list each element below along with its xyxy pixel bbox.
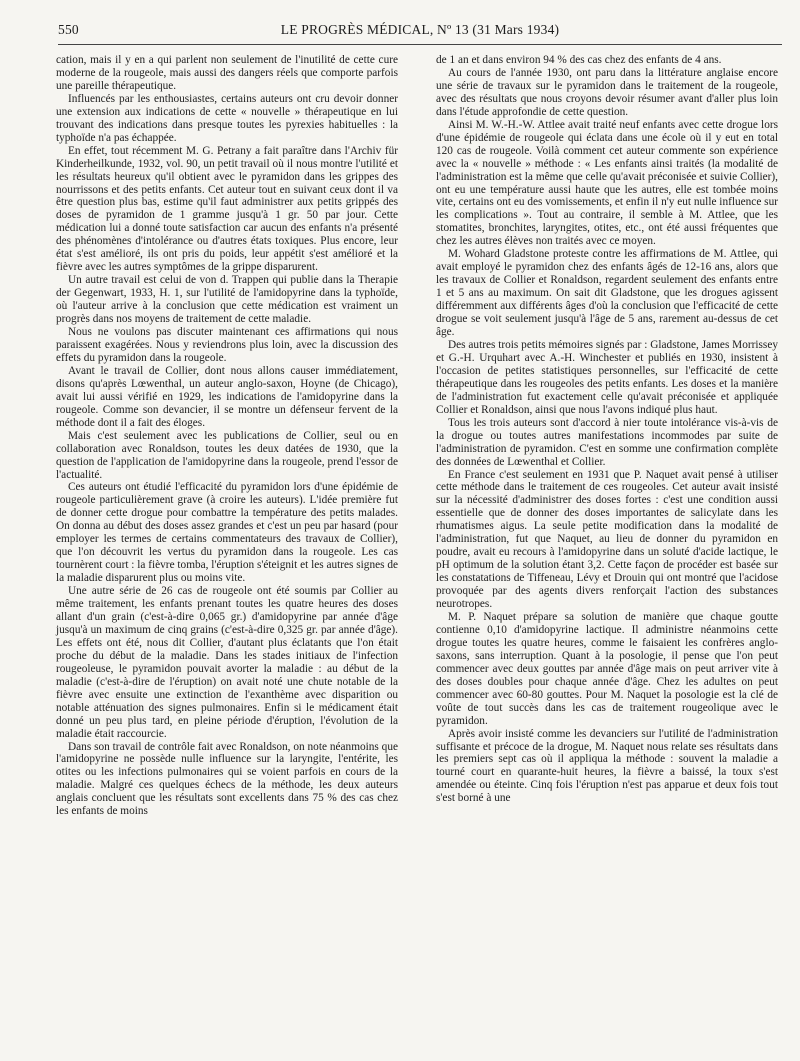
- paragraph: Nous ne voulons pas discuter maintenant ces affirmations qui nous paraissent exagérées. Nous y reviendrons plus loin, avec la discussion des effets du pyramidon dans la rougeole.: [56, 326, 398, 364]
- paragraph: Une autre série de 26 cas de rougeole ont été soumis par Collier au même traitement, les enfants prenant toutes les quatre heures des doses allant d'un grain (c'est-à-dire 0,065 gr.) d'amidopyrine par année d'âge jusqu'à un maximum de cinq grains (c'est-à-dire 0,325 gr. par année d'âge). Les effets ont été, nous dit Collier, d'autant plus éclatants que l'on était proche du début de la maladie. Dans les stades initiaux de l'infection rougeoleuse, le pyramidon pouvait avorter la maladie : au début de la maladie (c'est-à-dire de l'éruption) on avait noté une chute notable de la fièvre avec ensuite une extinction de l'exanthème avec disparition ou notable atténuation des signes pulmonaires. Enfin si le médicament était donné un peu plus tard, en pleine période d'éruption, l'évolution de la maladie était raccourcie.: [56, 585, 398, 740]
- paragraph: Dans son travail de contrôle fait avec Ronaldson, on note néanmoins que l'amidopyrine ne possède nulle influence sur la laryngite, l'entérite, les otites ou les infections pulmonaires qui se voient parfois en cours de la maladie. Malgré ces quelques échecs de la méthode, les deux auteurs anglais concluent que les résultats sont excellents dans 75 % des cas chez les enfants de moins: [56, 740, 398, 818]
- right-column: [436, 54, 778, 805]
- page-number: 550: [58, 22, 79, 37]
- left-column: [56, 54, 398, 818]
- paragraph: Des autres trois petits mémoires signés par : Gladstone, James Morrissey et G.-H. Urquhart avec A.-H. Winchester et publiés en 1930, insistent à l'occasion de petites statistiques personnelles, sur l'efficacité de cette thérapeutique dans les rougeoles des petits enfants. Les doses et la manière de l'administration fut exactement celle qu'avait préconisée et appliquée Collier et Ronaldson, ainsi que nous l'avons indiqué plus haut.: [436, 338, 778, 416]
- paragraph: En effet, tout récemment M. G. Petrany a fait paraître dans l'Archiv für Kinderheilkunde, 1932, vol. 90, un petit travail où il nous montre l'utilité et les résultats heureux qu'il obtient avec le pyramidon dans les grippes des nourrissons et des petits enfants. Cet auteur tout en suivant ceux dont il va être question plus bas, estime qu'il faut administrer aux petits grippés des doses de pyramidon de 1 gramme jusqu'à 1 gr. 50 par jour. Cette médication lui a donné toute satisfaction car aucun des enfants n'a présenté des phénomènes d'intolérance ou d'autres états toxiques. Plus encore, leur état s'est amélioré, ils ont pris du poids, leur appétit s'est amélioré et la fièvre avec les autres symptômes de la grippe disparurent.: [56, 144, 398, 274]
- page-header: [58, 20, 782, 45]
- paragraph: Ainsi M. W.-H.-W. Attlee avait traité neuf enfants avec cette drogue lors d'une épidémie de rougeole qui éclata dans une école où il y eut en total 120 cas de rougeole. Voilà comment cet auteur commente son expérience avec la « nouvelle » méthode : « Les enfants ainsi traités (la modalité de l'administration est la même que celle qu'avait préconisée et suivie Collier), ont eu une température aussi haute que les autres, elle est tombée moins vite, certains ont eu des vomissements, et enfin il n'y eut nulle influence sur les complications ». Tout au contraire, il semble à M. Attlee, que les stomatites, bronchites, laryngites, otites, etc., ont été aussi fréquentes que chez les autres élèves non traités avec ce moyen.: [436, 118, 778, 248]
- paragraph: de 1 an et dans environ 94 % des cas chez des enfants de 4 ans.: [436, 54, 722, 66]
- running-title: LE PROGRÈS MÉDICAL, Nº 13 (31 Mars 1934): [280, 22, 560, 37]
- paragraph: Un autre travail est celui de von d. Trappen qui publie dans la Therapie der Gegenwart, 1933, H. 1, sur l'utilité de l'amidopyrine dans la typhoïde, où l'auteur arrive à la conclusion que cette médication est vraiment un progrès dans nos moyens de traitement de cette maladie.: [56, 274, 398, 326]
- paragraph: Au cours de l'année 1930, ont paru dans la littérature anglaise encore une série de travaux sur le pyramidon dans le traitement de la rougeole, avec des résultats que nous croyons devoir résumer avant d'aller plus loin dans l'étude approfondie de cette question.: [436, 66, 778, 118]
- paragraph: Avant le travail de Collier, dont nous allons causer immédiatement, disons qu'après Lœwenthal, un auteur anglo-saxon, Hoyne (de Chicago), avait lui aussi vérifié en 1929, les indications de l'amidopyrine dans la rougeole. Comme son devancier, il se montre un défenseur fervent de la méthode dont il a fait des éloges.: [56, 364, 398, 429]
- paragraph: Après avoir insisté comme les devanciers sur l'utilité de l'administration suffisante et précoce de la drogue, M. Naquet nous relate ses résultats dans les premiers sept cas où il appliqua la méthode : souvent la maladie a tourné court en quarante-huit heures, la fièvre a baissé, la toux s'est amendée ou éteinte. Cinq fois l'éruption n'est pas apparue et deux fois tout s'est borné à une: [436, 727, 778, 805]
- paragraph: cation, mais il y en a qui parlent non seulement de l'inutilité de cette cure moderne de la rougeole, mais aussi des dangers réels que comporte parfois une pareille thérapeutique.: [56, 54, 398, 92]
- paragraph: Influencés par les enthousiastes, certains auteurs ont cru devoir donner une extension aux indications de cette « nouvelle » thérapeutique en lui trouvant des indications dans presque toutes les pyrexies habituelles : la typhoïde n'a pas échappée.: [56, 92, 398, 144]
- paragraph: M. P. Naquet prépare sa solution de manière que chaque goutte contienne 0,10 d'amidopyrine lactique. Il administre néanmoins cette drogue toutes les quatre heures, comme le faisaient les confrères anglo-saxons, sans interruption. Quant à la posologie, il pense que l'on peut commencer avec deux gouttes par année d'âge mais on peut arriver vite à des doses doubles pour chaque année d'âge. Chez les adultes on peut commencer avec 60-80 gouttes. Pour M. Naquet la posologie est la clé de voûte de tout succès dans les cas de traitement rougeolique avec le pyramidon.: [436, 610, 778, 727]
- paragraph: Ces auteurs ont étudié l'efficacité du pyramidon lors d'une épidémie de rougeole particulièrement grave (à croire les auteurs). L'idée première fut de donner cette drogue pour combattre la température des petits malades. On donna au début des doses assez grandes et c'est un peu par hasard (pour employer les termes de certains commentateurs des travaux de Collier), que l'on découvrit les vertus du pyramidon dans la rougeole. Les cas tournèrent court : la fièvre tomba, l'éruption s'éteignit et les autres signes de la maladie disparurent plus ou moins vite.: [56, 481, 398, 585]
- paragraph: Mais c'est seulement avec les publications de Collier, seul ou en collaboration avec Ronaldson, toutes les deux datées de 1930, que la question de l'application de l'amidopyrine dans la rougeole, prend l'essor de l'actualité.: [56, 429, 398, 481]
- paragraph: M. Wohard Gladstone proteste contre les affirmations de M. Attlee, qui avait employé le pyramidon chez des enfants âgés de 12-16 ans, alors que les travaux de Collier et Ronaldson, regardent seulement des enfants entre 1 et 5 ans au maximum. On sait dit Gladstone, que les drogues agissent différemment aux différents âges d'où la conclusion que l'efficacité de cette drogue se voit seulement jusqu'à l'âge de 5 ans, rarement au-dessus de cet âge.: [436, 248, 778, 339]
- paragraph: Tous les trois auteurs sont d'accord à nier toute intolérance vis-à-vis de la drogue ou toutes autres manifestations incommodes par suite de l'administration de pyramidon. C'est en somme une confirmation complète des données de Lœwenthal et Collier.: [436, 416, 778, 468]
- paragraph: En France c'est seulement en 1931 que P. Naquet avait pensé à utiliser cette méthode dans le traitement de ces rougeoles. Cet auteur avait insisté sur la nécessité d'administrer des doses fortes : c'est une condition aussi essentielle que de donner des doses importantes de salicylate dans les rhumatismes aigus. La seule petite modification dans la modalité de l'administration, fut que Naquet, au lieu de donner du pyramidon en poudre, avait eu recours à l'amidopyrine dans un soluté d'acide lactique, le pH optimum de la solution étant 3,2. Cette façon de procéder est basée sur les constatations de Tiffeneau, Lévy et Drouin qui ont montré que l'acidose provoquée par des agents divers renforçait l'action des substances neurotropes.: [436, 468, 778, 611]
